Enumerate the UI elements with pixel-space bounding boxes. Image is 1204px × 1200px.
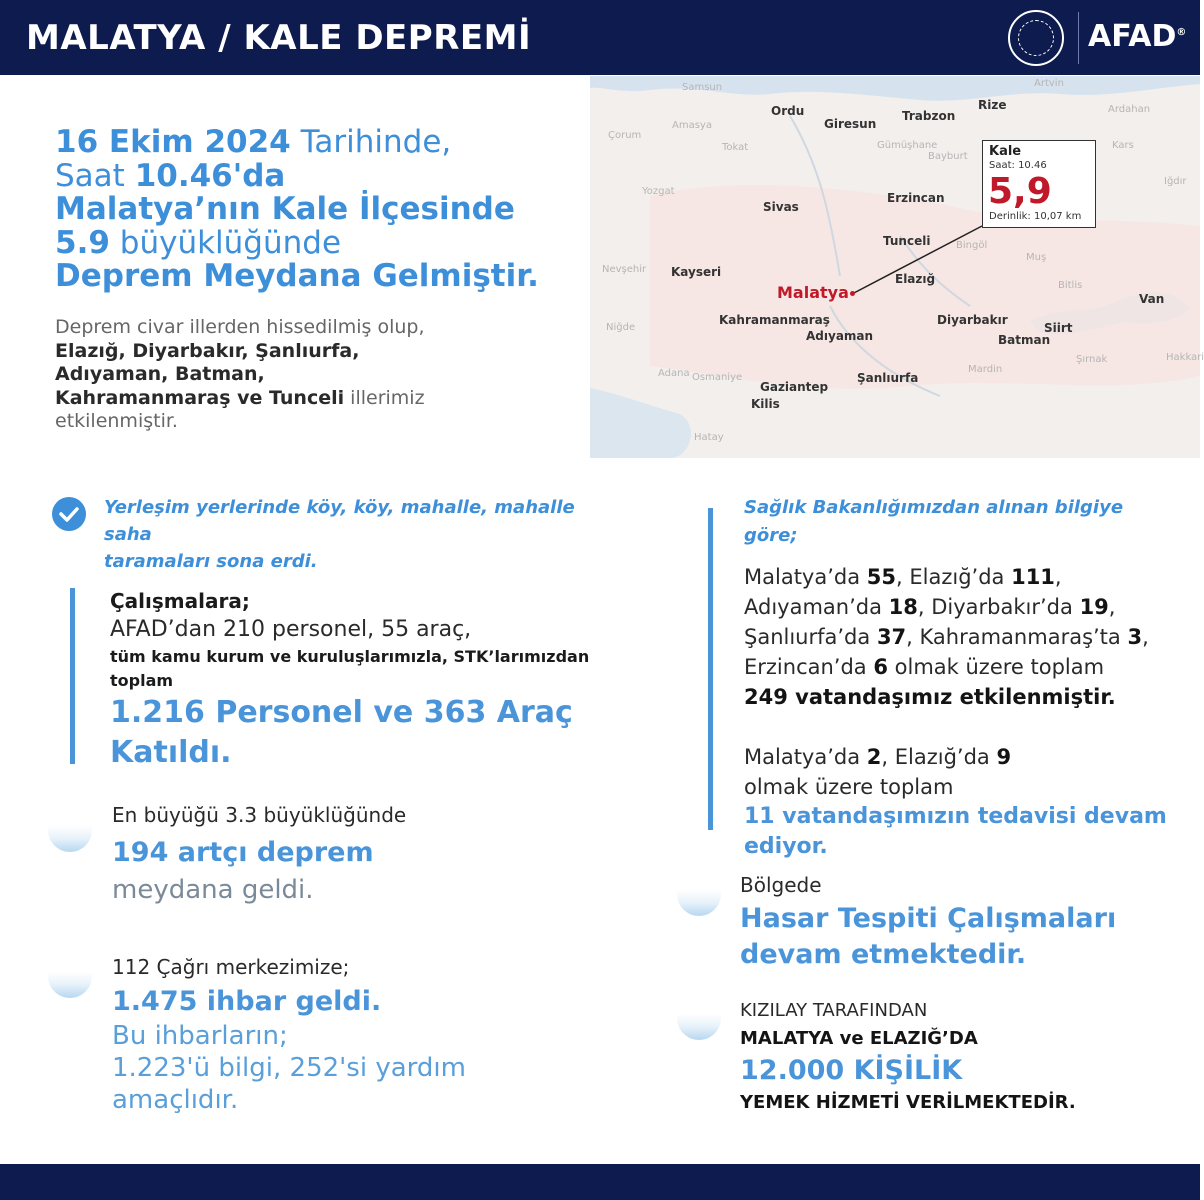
damage-assessment: Bölgede Hasar Tespiti Çalışmaları devam etmektedir.	[740, 873, 1117, 970]
map-faint-label: Bingöl	[956, 240, 988, 251]
bubble-icon	[677, 1014, 721, 1040]
map-faint-label: Iğdır	[1164, 176, 1187, 187]
headline-time: 10.46'da	[134, 157, 286, 194]
meal-count: 12.000 KİŞİLİK	[740, 1055, 963, 1086]
callout-name: Kale	[989, 144, 1022, 159]
earthquake-map	[590, 76, 1204, 458]
map-faint-label: Tokat	[722, 142, 749, 153]
map-city-label: Tunceli	[883, 234, 931, 248]
map-epicenter-label: Malatya	[777, 283, 849, 302]
map-city-label: Diyarbakır	[937, 313, 1008, 327]
map-faint-label: Samsun	[682, 82, 723, 93]
map-city-label: Kahramanmaraş	[719, 313, 830, 327]
headline: 16 Ekim 2024 Tarihinde, Saat 10.46'da Malatya’nın Kale İlçesinde 5.9 büyüklüğünde Deprem Meydana Gelmiştir.	[55, 124, 539, 294]
map-faint-label: Mardin	[968, 364, 1003, 375]
map-faint-label: Nevşehir	[602, 264, 647, 275]
quake-callout	[982, 140, 1096, 228]
bubble-icon	[48, 826, 92, 852]
map-city-label: Van	[1139, 292, 1165, 306]
map-faint-label: Şırnak	[1076, 354, 1108, 365]
map-faint-label: Çorum	[608, 130, 642, 141]
ministry-seal-icon	[1008, 10, 1064, 66]
call-center-summary: 112 Çağrı merkezimize; 1.475 ihbar geldi. Bu ihbarların; 1.223'ü bilgi, 252'si yardım amaçlıdır.	[112, 953, 572, 1116]
map-faint-label: Bitlis	[1058, 280, 1083, 291]
work-heading: Çalışmalara;	[110, 589, 250, 613]
affected-provinces: Deprem civar illerden hissedilmiş olup, Elazığ, Diyarbakır, Şanlıurfa, Adıyaman, Batman, Kahramanmaraş ve Tunceli illerimiz etkilenmiştir.	[55, 316, 425, 432]
map-city-label: Trabzon	[902, 109, 956, 123]
headline-date: 16 Ekim 2024	[55, 124, 291, 160]
afad-logo: AFAD®	[1088, 19, 1187, 54]
callout-depth: Derinlik: 10,07 km	[989, 211, 1082, 222]
map-city-label: Rize	[978, 98, 1007, 112]
kizilay-summary: KIZILAY TARAFINDAN MALATYA ve ELAZIĞ’DA 12.000 KİŞİLİK YEMEK HİZMETİ VERİLMEKTEDİR.	[740, 997, 1180, 1117]
map-city-label: Giresun	[824, 117, 877, 131]
map-city-label: Gaziantep	[760, 380, 829, 394]
headline-magnitude: 5.9	[55, 224, 110, 261]
page-title: MALATYA / KALE DEPREMİ	[26, 18, 532, 58]
map-faint-label: Muş	[1026, 252, 1047, 263]
map-city-label: Kayseri	[671, 265, 722, 279]
map-faint-label: Osmaniye	[692, 372, 743, 383]
call-count: 1.475 ihbar geldi.	[112, 986, 382, 1017]
map-faint-label: Kars	[1112, 140, 1134, 151]
map-faint-label: Ardahan	[1108, 104, 1151, 115]
footer-bar	[0, 1164, 1200, 1200]
scan-status: Yerleşim yerlerinde köy, köy, mahalle, mahalle saha taramaları sona erdi.	[104, 497, 575, 572]
callout-magnitude: 5,9	[988, 171, 1052, 212]
check-circle-icon	[52, 497, 86, 531]
affected-total: 249 vatandaşımız etkilenmiştir.	[744, 685, 1116, 709]
map-city-label: Siirt	[1044, 321, 1073, 335]
map-city-label: Batman	[998, 333, 1051, 347]
map-faint-label: Niğde	[606, 322, 636, 333]
headline-closing: Deprem Meydana Gelmiştir.	[55, 258, 539, 294]
header-divider	[1078, 12, 1079, 64]
treatment-total: 11 vatandaşımızın tedavisi devam	[744, 804, 1167, 829]
header-bar	[0, 0, 1200, 75]
map-city-label: Adıyaman	[806, 329, 874, 343]
work-summary: Çalışmalara; AFAD’dan 210 personel, 55 araç, tüm kamu kurum ve kuruluşlarımızla, STK’larımızdan toplam 1.216 Personel ve 363 Araç Katıldı.	[110, 589, 590, 770]
map-faint-label: Amasya	[672, 120, 712, 131]
aftershock-summary: En büyüğü 3.3 büyüklüğünde 194 artçı deprem meydana geldi.	[112, 801, 572, 907]
map-faint-label: Gümüşhane	[877, 140, 938, 151]
map-faint-label: Hakkari	[1166, 352, 1204, 363]
epicenter-marker-icon	[850, 291, 855, 296]
headline-location: Malatya’nın Kale İlçesinde	[55, 191, 515, 227]
callout-time: Saat: 10.46	[989, 160, 1047, 171]
map-faint-label: Bayburt	[928, 151, 968, 162]
work-total: 1.216 Personel ve 363 Araç	[110, 695, 573, 730]
map-city-label: Ordu	[771, 104, 805, 118]
work-accent-bar	[70, 588, 75, 764]
health-title: Sağlık Bakanlığımızdan alınan bilgiye göre;	[744, 497, 1124, 546]
map-city-label: Elazığ	[895, 272, 936, 286]
map-faint-label: Yozgat	[642, 186, 675, 197]
map-faint-label: Hatay	[694, 432, 724, 443]
bubble-icon	[48, 972, 92, 998]
map-city-label: Sivas	[763, 200, 799, 214]
map-city-label: Şanlıurfa	[857, 371, 919, 385]
map-faint-label: Artvin	[1034, 78, 1064, 89]
map-city-label: Erzincan	[887, 191, 945, 205]
map-city-label: Kilis	[751, 397, 780, 411]
health-accent-bar	[708, 508, 713, 830]
bubble-icon	[677, 890, 721, 916]
map-faint-label: Adana	[658, 368, 690, 379]
health-summary: Sağlık Bakanlığımızdan alınan bilgiye göre; Malatya’da 55, Elazığ’da 111, Adıyaman’da 18, Diyarbakır’da 19, Şanlıurfa’da 37, Kahramanmaraş’ta 3, Erzincan’da 6 olmak üzere toplam 249 vatandaşımız etkilenmiştir. Malatya’da 2, Elazığ’da 9 olmak üzere toplam 11 vatandaşımızın tedavisi devam ediyor.	[744, 494, 1174, 862]
aftershock-count: 194 artçı deprem	[112, 837, 374, 868]
